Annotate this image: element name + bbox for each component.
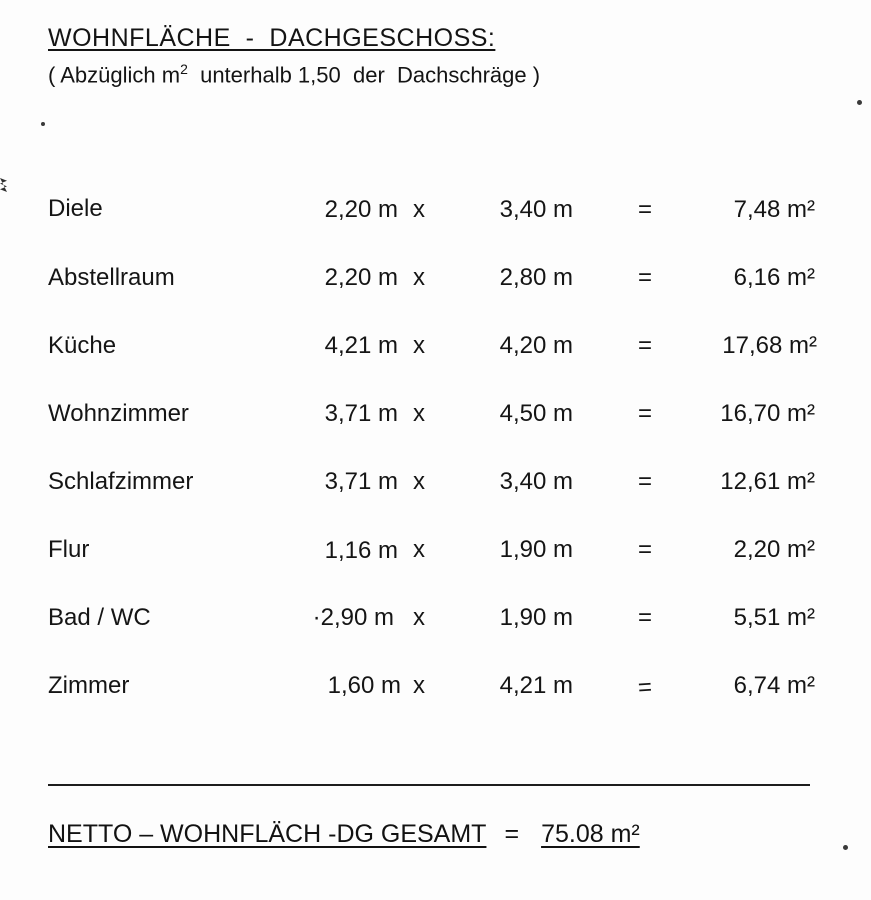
- room-width: ·2,90 m: [312, 604, 394, 631]
- room-height: 2,80 m: [499, 264, 573, 291]
- total-equals-symbol: =: [504, 820, 520, 848]
- multiply-symbol: x: [413, 332, 425, 359]
- table-row: [48, 196, 823, 264]
- equals-symbol: =: [637, 196, 652, 223]
- room-width: 1,16 m: [324, 537, 398, 564]
- room-width: 1,60 m: [327, 672, 401, 699]
- room-width: 2,20 m: [324, 264, 398, 291]
- table-row: [48, 604, 823, 672]
- table-row: [48, 672, 823, 740]
- multiply-symbol: x: [413, 196, 425, 223]
- room-area: 6,16 m²: [733, 264, 815, 291]
- equals-symbol: =: [637, 536, 652, 563]
- scan-speck-icon: [843, 845, 848, 850]
- heading-block: [48, 24, 808, 88]
- room-area: 7,48 m²: [733, 196, 815, 223]
- room-name: Wohnzimmer: [48, 400, 189, 427]
- room-area: 6,74 m²: [733, 672, 815, 699]
- room-area: 16,70 m²: [720, 400, 815, 427]
- room-width: 3,71 m: [324, 468, 398, 495]
- scan-speck-icon: [41, 122, 45, 126]
- room-width: 3,71 m: [324, 400, 398, 427]
- equals-symbol: =: [637, 468, 652, 495]
- equals-symbol: =: [637, 604, 652, 631]
- subtitle-superscript: 2: [180, 61, 188, 77]
- equals-symbol: =: [637, 264, 652, 291]
- table-row: [48, 468, 823, 536]
- multiply-symbol: x: [413, 468, 425, 495]
- room-width: 2,20 m: [324, 196, 398, 223]
- equals-symbol: =: [637, 400, 652, 427]
- table-row: [48, 332, 823, 400]
- total-line: [48, 820, 838, 849]
- equals-symbol: =: [637, 332, 652, 359]
- room-name: Schlafzimmer: [48, 468, 194, 495]
- room-area: 5,51 m²: [733, 604, 815, 631]
- area-table: [48, 196, 823, 740]
- subtitle-text-before: ( Abzüglich m: [48, 62, 181, 88]
- scan-edge-mark-icon: [0, 178, 7, 192]
- room-height: 4,20 m: [499, 332, 573, 359]
- room-area: 17,68 m²: [722, 332, 817, 359]
- room-name: Küche: [48, 332, 117, 359]
- table-row: [48, 536, 823, 604]
- multiply-symbol: x: [413, 400, 425, 427]
- subtitle-text-after: unterhalb 1,50 der Dachschräge ): [187, 62, 541, 88]
- room-name: Zimmer: [48, 672, 130, 699]
- room-height: 4,21 m: [499, 672, 573, 699]
- room-height: 3,40 m: [499, 196, 573, 223]
- room-name: Flur: [48, 536, 90, 563]
- room-name: Bad / WC: [48, 604, 151, 631]
- room-height: 1,90 m: [499, 536, 573, 563]
- total-value: 75.08 m²: [541, 820, 640, 848]
- page-title: WOHNFLÄCHE - DACHGESCHOSS:: [48, 24, 496, 52]
- room-height: 3,40 m: [499, 468, 573, 495]
- table-row: [48, 400, 823, 468]
- multiply-symbol: x: [413, 264, 425, 291]
- room-width: 4,21 m: [324, 332, 398, 359]
- multiply-symbol: x: [413, 536, 425, 563]
- room-height: 4,50 m: [499, 400, 573, 427]
- room-area: 2,20 m²: [733, 536, 815, 563]
- total-divider: [48, 784, 810, 786]
- scan-speck-icon: [857, 100, 862, 105]
- room-area: 12,61 m²: [720, 468, 815, 495]
- page-subtitle: [48, 61, 808, 88]
- multiply-symbol: x: [413, 604, 425, 631]
- table-row: [48, 264, 823, 332]
- total-label: NETTO – WOHNFLÄCH -DG GESAMT: [48, 820, 487, 848]
- multiply-symbol: x: [413, 672, 425, 699]
- room-name: Abstellraum: [48, 264, 175, 291]
- room-name: Diele: [48, 195, 103, 222]
- equals-symbol: =: [637, 673, 653, 702]
- room-height: 1,90 m: [499, 604, 573, 631]
